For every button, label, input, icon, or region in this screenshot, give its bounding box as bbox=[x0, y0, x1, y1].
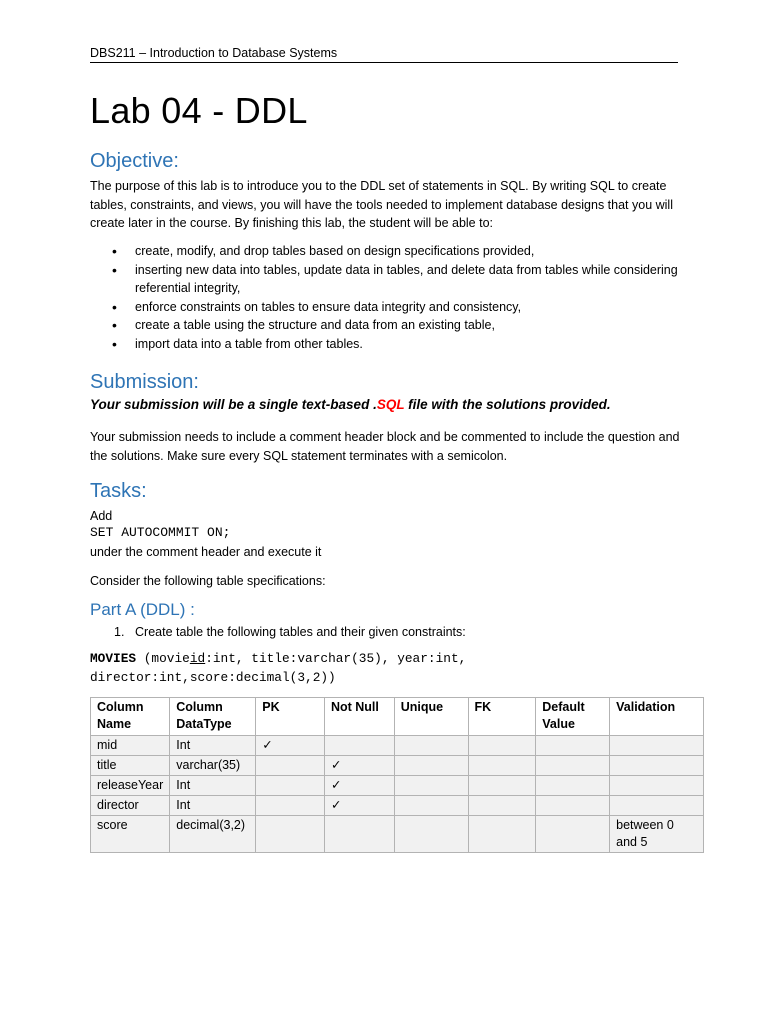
column-header: PK bbox=[256, 698, 325, 736]
schema-text: director:int,score:decimal(3,2)) bbox=[90, 670, 336, 685]
schema-table-name: MOVIES bbox=[90, 651, 137, 666]
table-cell bbox=[536, 736, 610, 756]
movies-spec-table bbox=[90, 697, 704, 853]
objective-heading: Objective: bbox=[90, 150, 179, 172]
table-cell bbox=[256, 796, 325, 816]
column-header: Validation bbox=[610, 698, 704, 736]
table-cell bbox=[468, 796, 536, 816]
table-cell bbox=[468, 816, 536, 853]
tasks-heading: Tasks: bbox=[90, 480, 147, 502]
table-row bbox=[91, 796, 704, 816]
running-header: DBS211 – Introduction to Database Systems bbox=[90, 46, 678, 63]
table-cell bbox=[256, 816, 325, 853]
table-cell bbox=[256, 776, 325, 796]
submission-heading: Submission: bbox=[90, 371, 199, 393]
table-cell bbox=[536, 756, 610, 776]
table-cell bbox=[610, 756, 704, 776]
table-cell: ✓ bbox=[324, 776, 394, 796]
table-cell bbox=[610, 776, 704, 796]
column-header: FK bbox=[468, 698, 536, 736]
schema-text: :int, title:varchar(35), year:int, bbox=[205, 651, 467, 666]
submission-note bbox=[90, 397, 611, 412]
table-cell bbox=[468, 776, 536, 796]
submission-note-pre: Your submission will be a single text-based . bbox=[90, 397, 377, 412]
table-cell: ✓ bbox=[324, 756, 394, 776]
table-cell: title bbox=[91, 756, 170, 776]
movies-schema bbox=[90, 649, 690, 687]
tasks-consider-text: Consider the following table specifications: bbox=[90, 574, 326, 588]
table-cell: director bbox=[91, 796, 170, 816]
table-cell bbox=[394, 736, 468, 756]
table-cell: between 0 and 5 bbox=[610, 816, 704, 853]
column-header: Default Value bbox=[536, 698, 610, 736]
table-cell bbox=[536, 796, 610, 816]
table-row bbox=[91, 736, 704, 756]
submission-note-post: file with the solutions provided. bbox=[404, 397, 611, 412]
table-cell bbox=[610, 796, 704, 816]
table-cell bbox=[468, 756, 536, 776]
list-item: • create, modify, and drop tables based on design specifications provided, bbox=[90, 242, 680, 261]
list-item: • create a table using the structure and data from an existing table, bbox=[90, 316, 680, 335]
table-cell bbox=[394, 796, 468, 816]
column-header: Not Null bbox=[324, 698, 394, 736]
step-text: Create table the following tables and their given constraints: bbox=[135, 625, 466, 639]
table-cell bbox=[394, 756, 468, 776]
table-cell: mid bbox=[91, 736, 170, 756]
list-item: • enforce constraints on tables to ensure data integrity and consistency, bbox=[90, 298, 680, 317]
tasks-add-text: Add bbox=[90, 509, 113, 523]
table-cell: ✓ bbox=[324, 796, 394, 816]
table-cell: varchar(35) bbox=[170, 756, 256, 776]
list-item: • import data into a table from other tables. bbox=[90, 335, 680, 354]
column-header: Unique bbox=[394, 698, 468, 736]
table-row bbox=[91, 756, 704, 776]
table-cell bbox=[468, 736, 536, 756]
column-header: Column DataType bbox=[170, 698, 256, 736]
autocommit-code: SET AUTOCOMMIT ON; bbox=[90, 525, 231, 540]
submission-note-sql: SQL bbox=[376, 397, 405, 412]
objective-bullet-list bbox=[90, 242, 680, 353]
table-cell: Int bbox=[170, 736, 256, 756]
table-cell bbox=[394, 776, 468, 796]
part-a-heading: Part A (DDL) : bbox=[90, 600, 195, 619]
table-cell: ✓ bbox=[256, 736, 325, 756]
table-cell bbox=[256, 756, 325, 776]
table-cell: score bbox=[91, 816, 170, 853]
table-cell: decimal(3,2) bbox=[170, 816, 256, 853]
schema-text: (movie bbox=[136, 651, 190, 666]
part-a-steps bbox=[90, 623, 466, 641]
list-item bbox=[90, 623, 466, 641]
table-cell bbox=[324, 816, 394, 853]
table-cell: releaseYear bbox=[91, 776, 170, 796]
schema-key-underlined: id bbox=[189, 651, 206, 666]
list-item: • inserting new data into tables, update data in tables, and delete data from tables while considering referential integrity, bbox=[90, 261, 680, 298]
table-cell bbox=[324, 736, 394, 756]
table-header-row bbox=[91, 698, 704, 736]
page-title: Lab 04 - DDL bbox=[90, 90, 308, 131]
table-cell bbox=[536, 816, 610, 853]
table-cell: Int bbox=[170, 776, 256, 796]
objective-paragraph: The purpose of this lab is to introduce you to the DDL set of statements in SQL. By writing SQL to create tables, constraints, and views, you will have the tools needed to implement database designs that you will create later in the course. By finishing this lab, the student will be able to: bbox=[90, 179, 673, 230]
submission-paragraph: Your submission needs to include a comment header block and be commented to include the question and the solutions. Make sure every SQL statement terminates with a semicolon. bbox=[90, 430, 680, 463]
table-row bbox=[91, 776, 704, 796]
column-header: Column Name bbox=[91, 698, 170, 736]
step-number: 1. bbox=[114, 625, 125, 639]
table-cell bbox=[536, 776, 610, 796]
table-row bbox=[91, 816, 704, 853]
tasks-under-text: under the comment header and execute it bbox=[90, 545, 322, 559]
table-cell: Int bbox=[170, 796, 256, 816]
table-cell bbox=[610, 736, 704, 756]
table-cell bbox=[394, 816, 468, 853]
